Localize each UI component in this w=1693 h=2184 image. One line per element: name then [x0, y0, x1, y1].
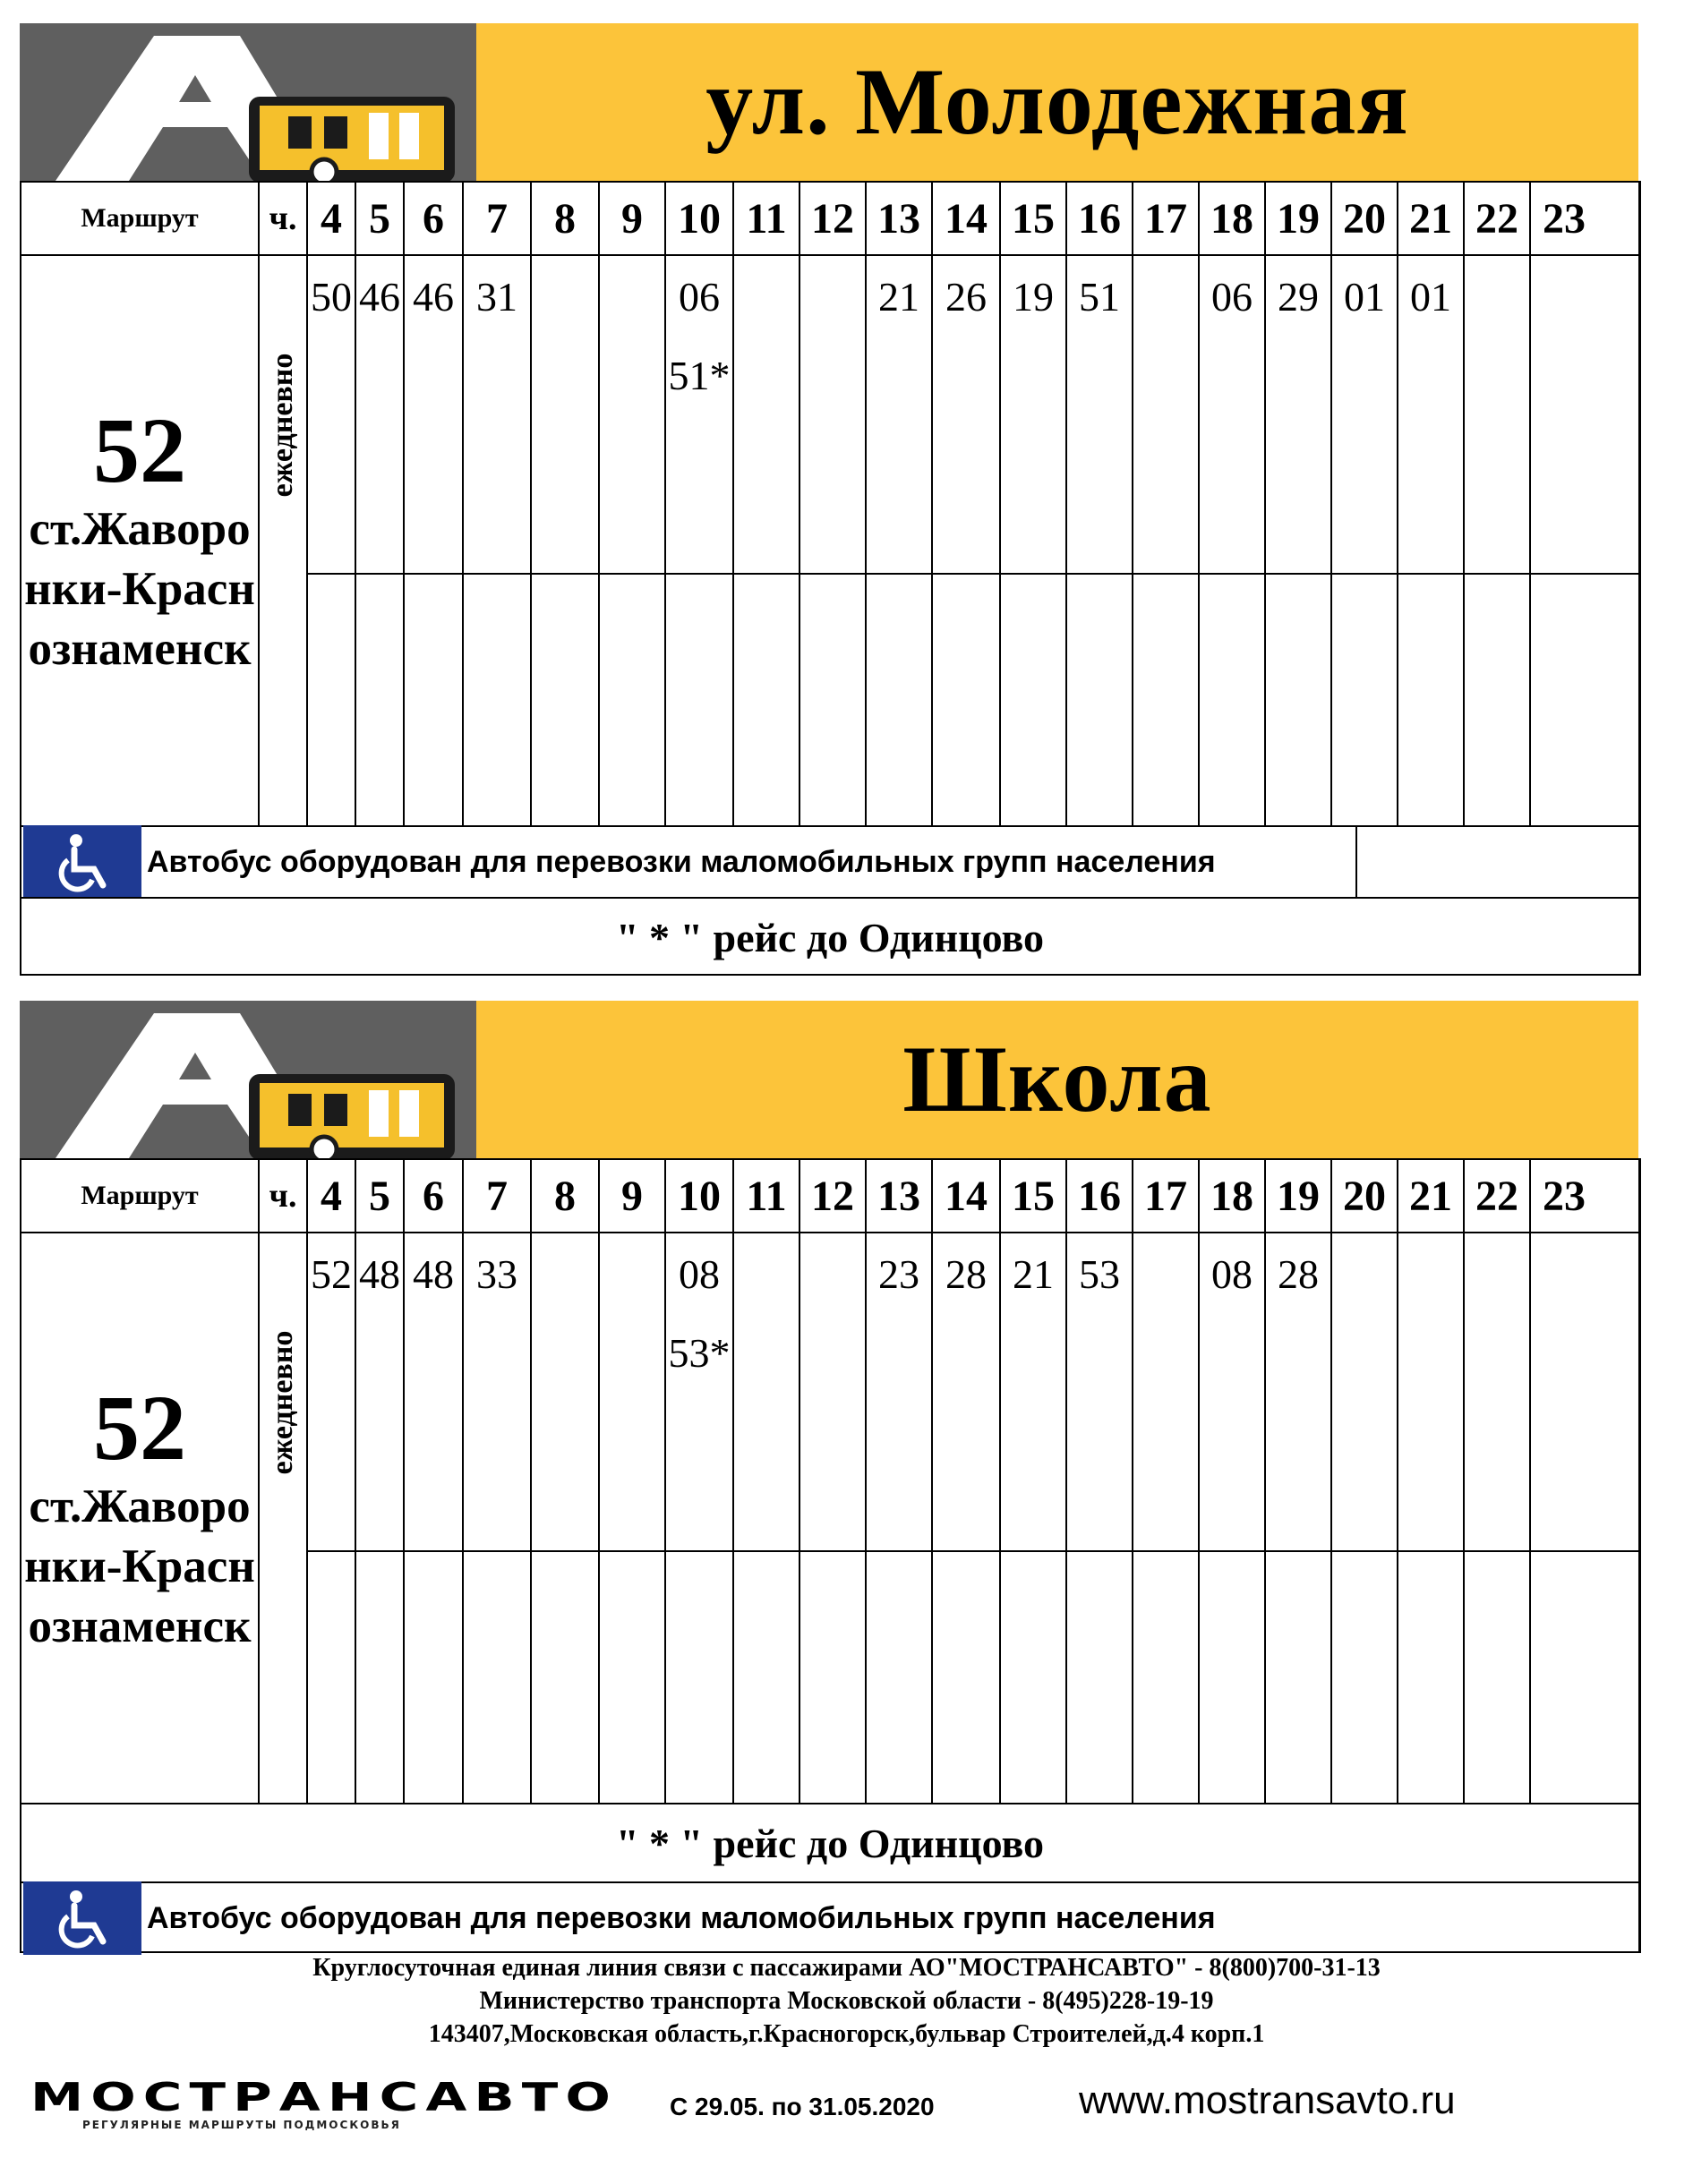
departure-minute: 08	[1200, 1248, 1264, 1301]
hour-label: 4	[308, 183, 356, 254]
hour-label: 18	[1200, 1160, 1266, 1232]
hour-column	[867, 1233, 933, 1803]
hour-column	[1001, 256, 1067, 825]
star-note-row	[21, 1803, 1638, 1881]
hours-header-row	[21, 183, 1638, 256]
hour-column	[405, 256, 464, 825]
departure-minute: 51	[1067, 270, 1132, 324]
hour-label: 16	[1067, 1160, 1133, 1232]
hour-column	[666, 1233, 734, 1803]
hour-label: 13	[867, 183, 933, 254]
departure-minute: 06	[1200, 270, 1264, 324]
departure-minute: 53*	[666, 1327, 732, 1380]
hour-label: 8	[532, 1160, 600, 1232]
stop-title: ул. Молодежная	[705, 49, 1409, 154]
daily-label: ежедневно	[266, 353, 299, 498]
schedule-panel-2	[20, 1001, 1638, 1951]
hour-column	[600, 1233, 666, 1803]
schedule-panel-1	[20, 23, 1638, 958]
route-cell	[21, 1233, 260, 1803]
hour-column	[1398, 1233, 1465, 1803]
hour-column	[1001, 1233, 1067, 1803]
departure-minute: 08	[666, 1248, 732, 1301]
accessibility-text: Автобус оборудован для перевозки маломобильных групп населения	[147, 844, 1216, 879]
hour-column	[1133, 1233, 1200, 1803]
wheelchair-icon	[23, 825, 141, 899]
hour-column	[308, 1233, 356, 1803]
hour-label: 21	[1398, 1160, 1465, 1232]
accessibility-row	[21, 825, 1638, 897]
accessibility-text: Автобус оборудован для перевозки маломобильных групп населения	[147, 1900, 1216, 1935]
hour-label: 7	[464, 1160, 532, 1232]
hour-label: 14	[933, 1160, 1001, 1232]
hour-column	[1465, 256, 1531, 825]
stop-title: Школа	[902, 1027, 1212, 1131]
wheelchair-icon	[23, 1881, 141, 1955]
brand-tagline: РЕГУЛЯРНЫЕ МАРШРУТЫ ПОДМОСКОВЬЯ	[82, 2119, 401, 2131]
hour-label: 14	[933, 183, 1001, 254]
hour-column	[405, 1233, 464, 1803]
hour-column	[532, 1233, 600, 1803]
departure-minute: 06	[666, 270, 732, 324]
hour-column	[1531, 1233, 1597, 1803]
departure-minute: 23	[867, 1248, 931, 1301]
hour-label: 12	[800, 1160, 867, 1232]
hour-column	[532, 256, 600, 825]
departure-minute: 53	[1067, 1248, 1132, 1301]
hour-column	[1266, 1233, 1332, 1803]
hour-label: 9	[600, 183, 666, 254]
hour-header: ч.	[260, 1160, 308, 1232]
route-number: 52	[93, 398, 186, 502]
hour-column	[1133, 256, 1200, 825]
hour-column	[666, 256, 734, 825]
hour-column	[933, 256, 1001, 825]
hour-label: 23	[1543, 1172, 1586, 1220]
brand-logo	[30, 2075, 618, 2131]
hour-label: 21	[1398, 183, 1465, 254]
hour-column	[600, 256, 666, 825]
hour-label: 19	[1266, 183, 1332, 254]
hour-label: 17	[1133, 1160, 1200, 1232]
valid-dates: С 29.05. по 31.05.2020	[670, 2093, 935, 2120]
hour-label: 17	[1133, 183, 1200, 254]
departure-minute: 01	[1398, 270, 1463, 324]
departure-minute: 51*	[666, 349, 732, 403]
hour-label: 5	[356, 183, 405, 254]
hour-label: 6	[405, 1160, 464, 1232]
hour-header: ч.	[260, 183, 308, 254]
hour-label: 7	[464, 183, 532, 254]
departure-minute: 33	[464, 1248, 530, 1301]
hour-column	[1332, 1233, 1398, 1803]
hour-label: 20	[1332, 1160, 1398, 1232]
daily-cell	[260, 256, 308, 825]
timetable-grid	[20, 181, 1641, 976]
route-name: ст.Жаворонки-Краснознаменск	[24, 1480, 255, 1653]
daily-label: ежедневно	[266, 1330, 299, 1475]
empty-cell	[1355, 827, 1357, 897]
website-link[interactable]: www.mostransavto.ru	[1079, 2078, 1456, 2122]
bus-logo-icon	[20, 1001, 476, 1158]
hour-column	[734, 1233, 800, 1803]
hour-label: 6	[405, 183, 464, 254]
hour-label: 5	[356, 1160, 405, 1232]
bus-logo-icon	[20, 23, 476, 181]
hour-label: 16	[1067, 183, 1133, 254]
accessibility-row	[21, 1881, 1638, 1953]
brand-name: МОСТРАНСАВТО	[30, 2075, 618, 2120]
route-number: 52	[93, 1376, 186, 1480]
hour-column	[1398, 256, 1465, 825]
hour-column	[1531, 256, 1597, 825]
timetable-body	[21, 1233, 1638, 1803]
stop-title-box	[476, 1001, 1638, 1158]
hour-label: 13	[867, 1160, 933, 1232]
star-note: " * " рейс до Одинцово	[615, 1820, 1045, 1866]
hour-column	[356, 1233, 405, 1803]
hour-label: 10	[666, 183, 734, 254]
row-divider	[308, 1550, 1638, 1552]
hour-column	[1332, 256, 1398, 825]
hour-column	[734, 256, 800, 825]
hour-label: 12	[800, 183, 867, 254]
departure-minute: 28	[933, 1248, 999, 1301]
hours-header-row	[21, 1160, 1638, 1233]
departure-minute: 21	[1001, 1248, 1065, 1301]
contacts-line-1: Круглосуточная единая линия связи с пассажирами АО"МОСТРАНСАВТО" - 8(800)700-31-13	[312, 1954, 1381, 1982]
hour-label: 23	[1543, 194, 1586, 243]
route-name: ст.Жаворонки-Краснознаменск	[24, 503, 255, 676]
hour-column	[464, 1233, 532, 1803]
hour-label: 11	[734, 183, 800, 254]
route-header: Маршрут	[21, 183, 260, 254]
hour-label: 11	[734, 1160, 800, 1232]
hour-column	[464, 256, 532, 825]
panel-header	[20, 23, 1638, 181]
hour-column	[867, 256, 933, 825]
departure-minute: 21	[867, 270, 931, 324]
hour-label: 22	[1465, 1160, 1531, 1232]
hour-label: 20	[1332, 183, 1398, 254]
hour-label: 15	[1001, 1160, 1067, 1232]
star-note: " * " рейс до Одинцово	[615, 914, 1045, 960]
timetable-grid	[20, 1158, 1641, 1953]
hour-column	[356, 256, 405, 825]
hour-label: 9	[600, 1160, 666, 1232]
departure-minute: 01	[1332, 270, 1397, 324]
departure-minute: 29	[1266, 270, 1330, 324]
hour-column	[933, 1233, 1001, 1803]
star-note-row	[21, 897, 1638, 976]
hour-column	[1200, 1233, 1266, 1803]
panel-header	[20, 1001, 1638, 1158]
hour-column	[308, 256, 356, 825]
departure-minute: 26	[933, 270, 999, 324]
hour-label: 18	[1200, 183, 1266, 254]
departure-minute: 19	[1001, 270, 1065, 324]
route-cell	[21, 256, 260, 825]
hour-label: 22	[1465, 183, 1531, 254]
departure-minute: 46	[356, 270, 403, 324]
stop-title-box	[476, 23, 1638, 181]
daily-cell	[260, 1233, 308, 1803]
departure-minute: 48	[405, 1248, 462, 1301]
hour-column	[800, 256, 867, 825]
row-divider	[308, 573, 1638, 575]
hour-label: 19	[1266, 1160, 1332, 1232]
hour-label: 4	[308, 1160, 356, 1232]
contacts-line-3: 143407,Московская область,г.Красногорск,бульвар Строителей,д.4 корп.1	[428, 2020, 1265, 2048]
hour-label: 15	[1001, 183, 1067, 254]
hour-column	[800, 1233, 867, 1803]
hour-column	[1200, 256, 1266, 825]
departure-minute: 52	[308, 1248, 355, 1301]
contacts-line-2: Министерство транспорта Московской области - 8(495)228-19-19	[479, 1987, 1214, 2015]
departure-minute: 50	[308, 270, 355, 324]
hour-label: 10	[666, 1160, 734, 1232]
departure-minute: 48	[356, 1248, 403, 1301]
departure-minute: 28	[1266, 1248, 1330, 1301]
route-header: Маршрут	[21, 1160, 260, 1232]
hour-column	[1067, 256, 1133, 825]
hour-column	[1266, 256, 1332, 825]
hour-column	[1067, 1233, 1133, 1803]
hour-column	[1465, 1233, 1531, 1803]
hour-label: 8	[532, 183, 600, 254]
timetable-body	[21, 256, 1638, 825]
departure-minute: 31	[464, 270, 530, 324]
departure-minute: 46	[405, 270, 462, 324]
